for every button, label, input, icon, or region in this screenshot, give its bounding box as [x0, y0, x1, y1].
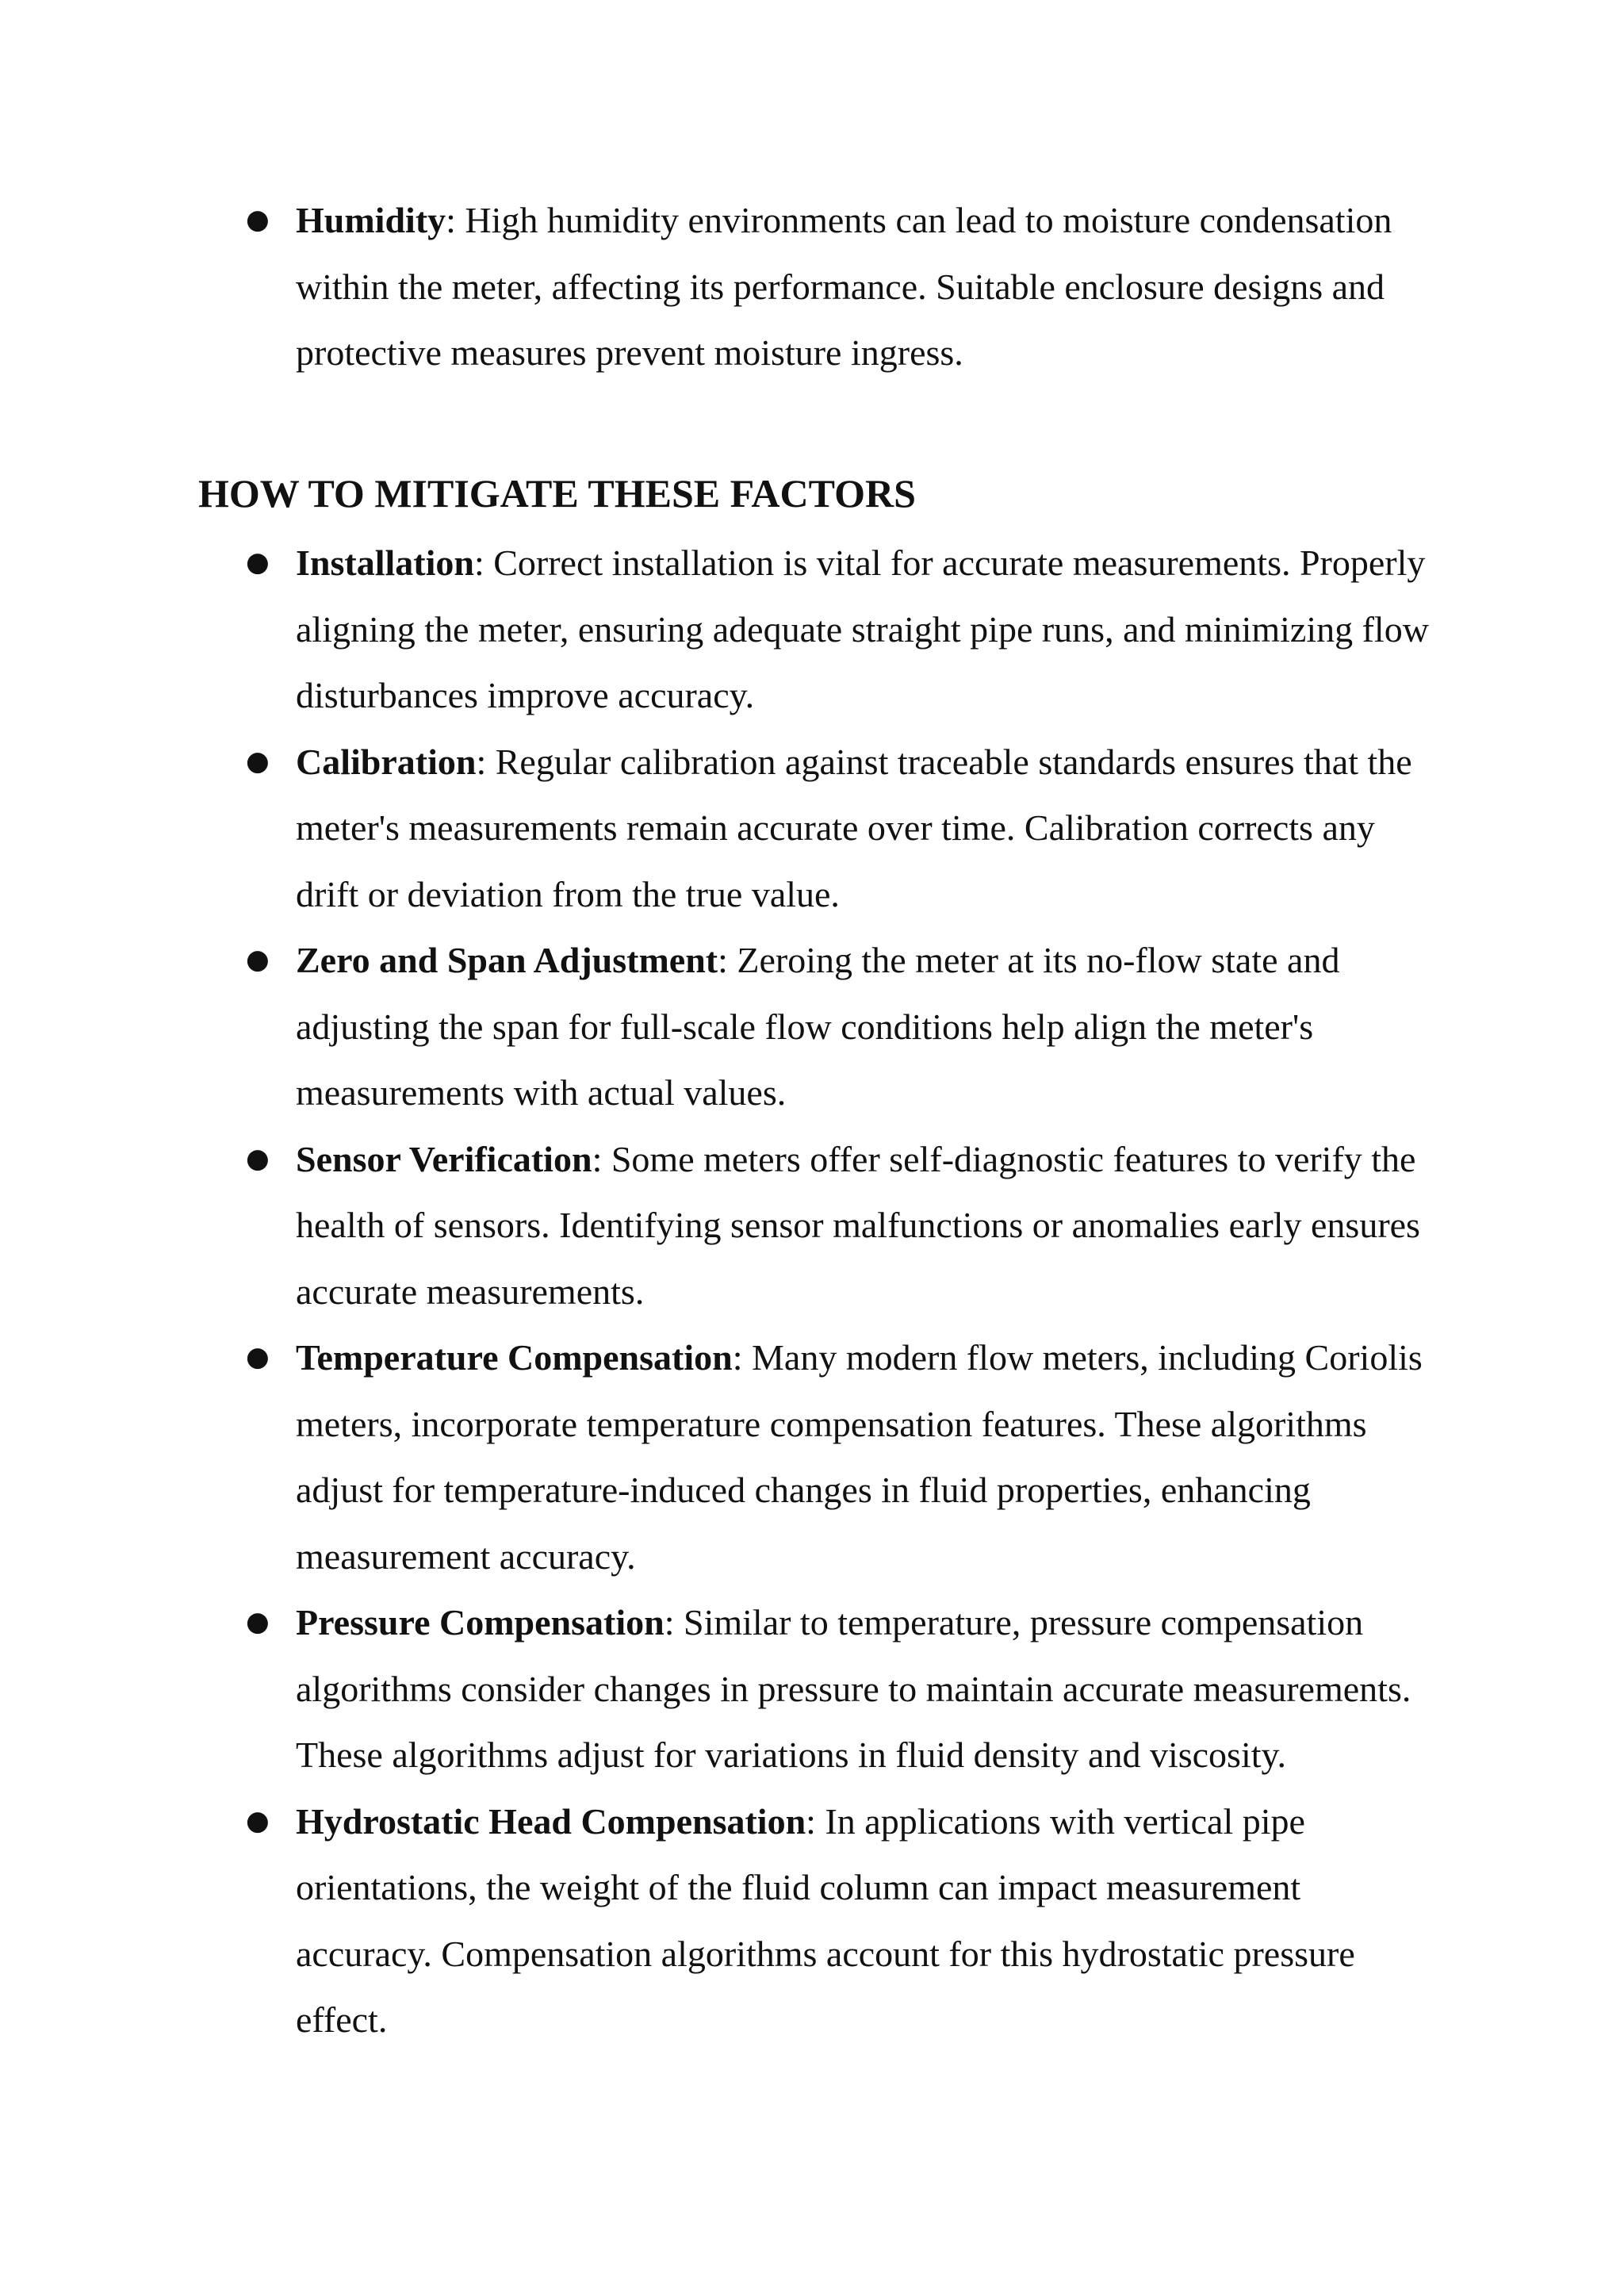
- bullet-icon: ●: [246, 204, 270, 236]
- list-item-calibration: [0, 729, 1438, 928]
- bullet-icon: ●: [246, 1341, 270, 1373]
- section-heading: HOW TO MITIGATE THESE FACTORS: [198, 471, 916, 516]
- bullet-list-environmental: [0, 187, 1624, 386]
- list-item-temperature-compensation: [0, 1324, 1438, 1589]
- item-text: : Many modern flow meters, including Coriolis meters, incorporate temperature compensation features. These algorithms adjust for temperature-induced changes in fluid properties, enhancing measurement accuracy.: [296, 1337, 1423, 1577]
- item-term: Sensor Verification: [296, 1138, 592, 1179]
- bullet-icon: ●: [246, 745, 270, 777]
- item-text: : Regular calibration against traceable standards ensures that the meter's measurements remain accurate over time. Calibration corrects any drift or deviation from the true value.: [296, 741, 1412, 914]
- item-text: : Correct installation is vital for accurate measurements. Properly aligning the meter, ensuring adequate straight pipe runs, and minimizing flow disturbances improve accuracy.: [296, 542, 1429, 715]
- item-term: Installation: [296, 542, 474, 583]
- item-term: Hydrostatic Head Compensation: [296, 1800, 806, 1842]
- item-text: : High humidity environments can lead to moisture condensation within the meter, affecting its performance. Suitable enclosure designs and protective measures prevent moisture ingress.: [296, 200, 1392, 373]
- item-term: Calibration: [296, 741, 477, 782]
- bullet-icon: ●: [246, 1606, 270, 1638]
- item-term: Humidity: [296, 200, 446, 240]
- item-text: : Some meters offer self-diagnostic features to verify the health of sensors. Identifying sensor malfunctions or anomalies early ensures accurate measurements.: [296, 1138, 1420, 1312]
- item-text: : In applications with vertical pipe orientations, the weight of the fluid column can impact measurement accuracy. Compensation algorithms account for this hydrostatic pressure effect.: [296, 1800, 1355, 2040]
- item-text: : Zeroing the meter at its no-flow state and adjusting the span for full-scale flow conditions help align the meter's measurements with actual values.: [296, 940, 1340, 1113]
- item-text: : Similar to temperature, pressure compensation algorithms consider changes in pressure to maintain accurate measurements. These algorithms adjust for variations in fluid density and viscosity.: [296, 1602, 1411, 1775]
- list-item-humidity: [0, 187, 1438, 386]
- item-term: Zero and Span Adjustment: [296, 940, 718, 980]
- list-item-zero-span-adjustment: [0, 927, 1438, 1126]
- list-item-installation: [0, 530, 1438, 729]
- bullet-list-mitigation: [0, 530, 1624, 2053]
- item-term: Pressure Compensation: [296, 1602, 665, 1642]
- list-item-sensor-verification: [0, 1126, 1438, 1325]
- bullet-icon: ●: [246, 1804, 270, 1837]
- bullet-icon: ●: [246, 1142, 270, 1175]
- bullet-icon: ●: [246, 944, 270, 976]
- bullet-icon: ●: [246, 546, 270, 578]
- list-item-pressure-compensation: [0, 1589, 1438, 1788]
- list-item-hydrostatic-head-compensation: [0, 1788, 1438, 2053]
- item-term: Temperature Compensation: [296, 1337, 733, 1378]
